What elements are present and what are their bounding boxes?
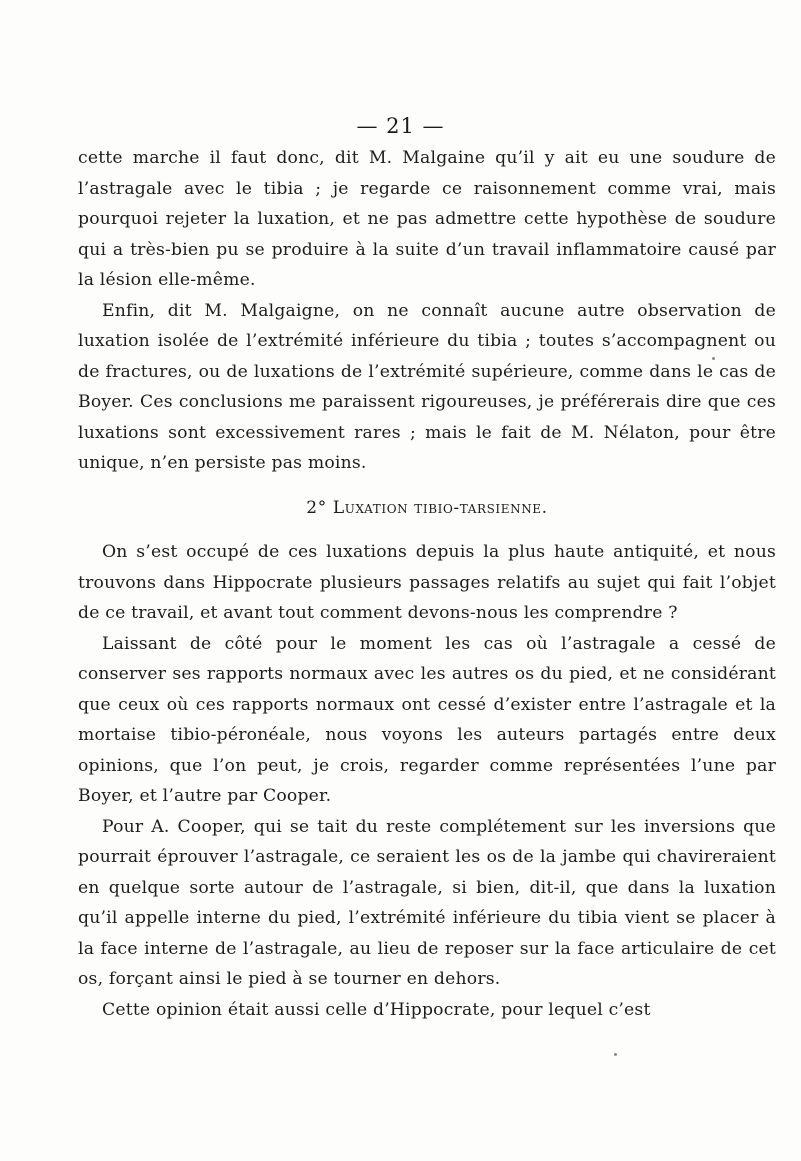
body-text xyxy=(78,143,776,1025)
paper-speck xyxy=(614,1053,617,1056)
paragraph-antiquity: On s’est occupé de ces luxations depuis la plus haute antiquité, et nous trouvons dans Hippocrate plusieurs passages relatifs au sujet qui fait l’objet de ce travail, et avant tout comment devons-nous les comprendre ? xyxy=(78,542,776,623)
paper-speck xyxy=(712,357,715,360)
paragraph-cooper: Pour A. Cooper, qui se tait du reste complétement sur les inversions que pourrait éprouver l’astragale, ce seraient les os de la jambe qui chavireraient en quelque sorte autour de l’astragale, si bien, dit-il, que dans la luxation qu’il appelle interne du pied, l’extrémité inférieure du tibia vient se placer à la face interne de l’astragale, au lieu de reposer sur la face articulaire de cet os, forçant ainsi le pied à se tourner en dehors. xyxy=(78,816,776,989)
section-title: Luxation tibio-tarsienne. xyxy=(332,497,548,518)
paragraph-continuation: cette marche il faut donc, dit M. Malgaine qu’il y ait eu une soudure de l’astragale avec le tibia ; je regarde ce raisonnement comme vrai, mais pourquoi rejeter la luxation, et ne pas admettre cette hypothèse de soudure qui a très-bien pu se produire à la suite d’un travail inflammatoire causé par la lésion elle-même. xyxy=(78,148,776,290)
section-number: 2° xyxy=(306,497,327,518)
page-number: — 21 — xyxy=(356,114,445,138)
paragraph-malgaigne: Enfin, dit M. Malgaigne, on ne connaît aucune autre observation de luxation isolée de l’extrémité inférieure du tibia ; toutes s’accompagnent ou de fractures, ou de luxations de l’extrémité supérieure, comme dans le cas de Boyer. Ces conclusions me paraissent rigoureuses, je préférerais dire que ces luxations sont excessivement rares ; mais le fait de M. Nélaton, pour être unique, n’en persiste pas moins. xyxy=(78,300,776,473)
paragraph-opinions: Laissant de côté pour le moment les cas où l’astragale a cessé de conserver ses rapports normaux avec les autres os du pied, et ne considérant que ceux où ces rapports normaux ont cessé d’exister entre l’astragale et la mortaise tibio-péronéale, nous voyons les auteurs partagés entre deux opinions, que l’on peut, je crois, regarder comme représentées l’une par Boyer, et l’autre par Cooper. xyxy=(78,633,776,806)
paragraph-hippocrate: Cette opinion était aussi celle d’Hippocrate, pour lequel c’est xyxy=(102,999,651,1020)
section-heading xyxy=(78,493,776,524)
